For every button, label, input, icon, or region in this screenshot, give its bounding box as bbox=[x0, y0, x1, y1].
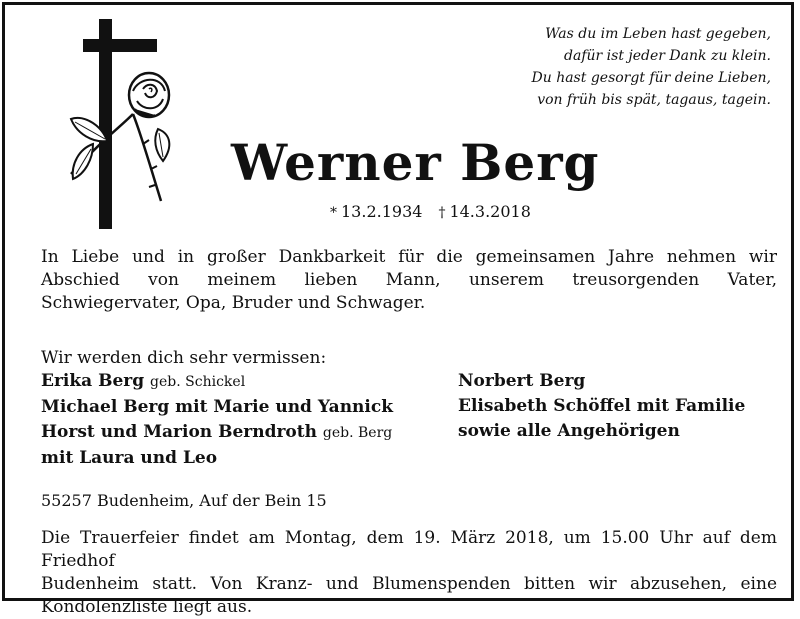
mourner-entry bbox=[41, 395, 461, 420]
death-date: 14.3.2018 bbox=[449, 202, 531, 221]
intro-line: In Liebe und in großer Dankbarkeit für die gemeinsamen Jahre nehmen wir bbox=[41, 247, 777, 267]
mourners-heading: Wir werden dich sehr vermissen: bbox=[41, 348, 327, 368]
verse-line: Was du im Leben hast gegeben, bbox=[545, 26, 771, 42]
service-line: Die Trauerfeier findet am Montag, dem 19. März 2018, um 15.00 Uhr auf dem Friedhof bbox=[41, 528, 777, 571]
mourners-left-column bbox=[41, 369, 461, 471]
mourner-name: Michael Berg mit Marie und Yannick bbox=[41, 397, 394, 417]
mourner-entry: sowie alle Angehörigen bbox=[458, 421, 680, 441]
service-line: Kondolenzliste liegt aus. bbox=[41, 597, 253, 617]
mourner-entry bbox=[41, 446, 461, 471]
death-symbol: † bbox=[438, 205, 446, 221]
mourner-entry: Norbert Berg bbox=[458, 371, 586, 391]
intro-paragraph bbox=[41, 246, 777, 315]
mourner-entry bbox=[41, 369, 461, 395]
mourner-name: mit Laura und Leo bbox=[41, 448, 218, 468]
mourners-right-column bbox=[458, 369, 788, 444]
funeral-service-paragraph bbox=[41, 527, 777, 619]
cross-with-rose-icon bbox=[63, 19, 173, 229]
memorial-verse bbox=[471, 23, 771, 111]
intro-line: Schwiegervater, Opa, Bruder und Schwager. bbox=[41, 293, 426, 313]
family-address: 55257 Budenheim, Auf der Bein 15 bbox=[41, 491, 327, 510]
verse-line: dafür ist jeder Dank zu klein. bbox=[564, 48, 771, 64]
mourner-name: Erika Berg bbox=[41, 371, 145, 391]
mourner-name: Horst und Marion Berndroth bbox=[41, 422, 317, 442]
verse-line: von früh bis spät, tagaus, tagein. bbox=[537, 92, 771, 108]
deceased-name: Werner Berg bbox=[231, 133, 600, 192]
mourner-entry: Elisabeth Schöffel mit Familie bbox=[458, 396, 746, 416]
intro-line: Abschied von meinem lieben Mann, unserem treusorgenden Vater, bbox=[41, 270, 777, 290]
birth-date: 13.2.1934 bbox=[341, 202, 423, 221]
birth-symbol: * bbox=[330, 205, 337, 221]
life-dates bbox=[330, 202, 531, 221]
mourner-entry bbox=[41, 420, 461, 446]
mourner-note: geb. Berg bbox=[322, 425, 393, 441]
verse-line: Du hast gesorgt für deine Lieben, bbox=[531, 70, 771, 86]
mourner-note: geb. Schickel bbox=[150, 374, 246, 390]
obituary-notice bbox=[2, 2, 794, 617]
service-line: Budenheim statt. Von Kranz- und Blumenspenden bitten wir abzusehen, eine bbox=[41, 574, 777, 594]
